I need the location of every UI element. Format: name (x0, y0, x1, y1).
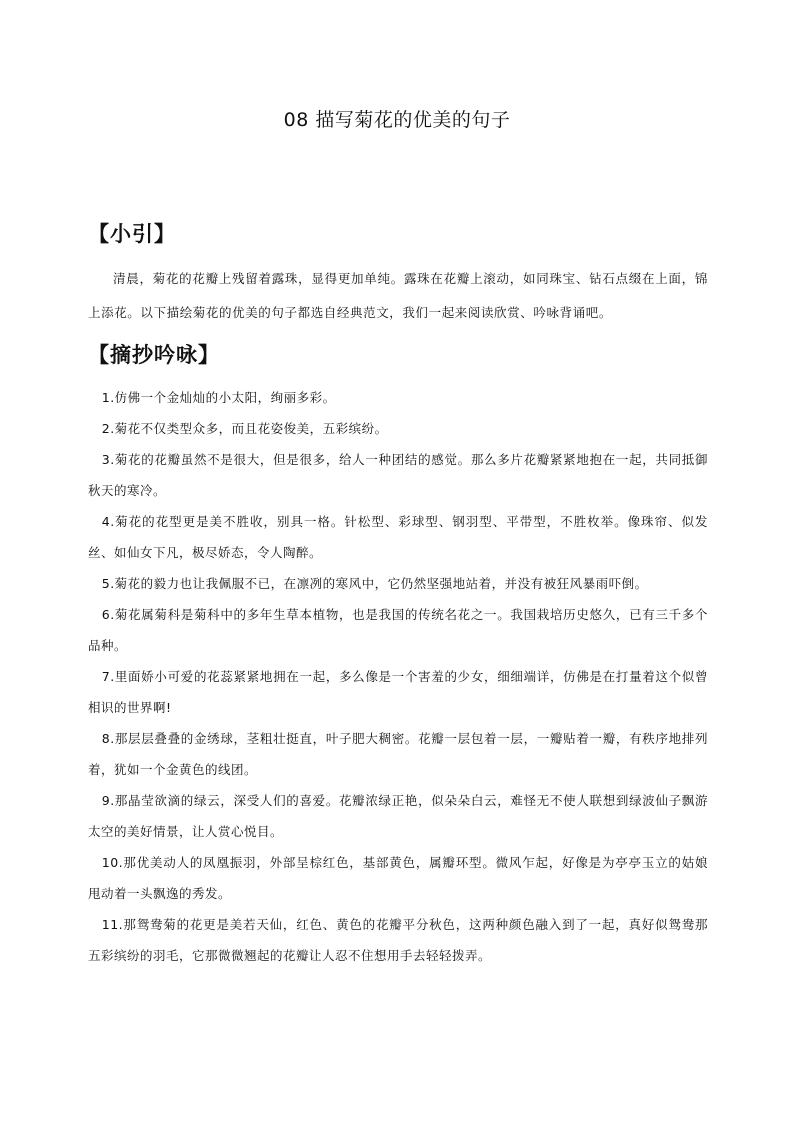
list-item: 4.菊花的花型更是美不胜收，别具一格。针松型、彩球型、钢羽型、平带型，不胜枚举。像珠帘、似发丝、如仙女下凡，极尽娇态，令人陶醉。 (88, 514, 708, 560)
intro-paragraph: 清晨，菊花的花瓣上残留着露珠，显得更加单纯。露珠在花瓣上滚动，如同珠宝、钻石点缀在上面，锦上添花。以下描绘菊花的优美的句子都选自经典范文，我们一起来阅读欣赏、吟咏背诵吧。 (88, 271, 708, 320)
list-item: 9.那晶莹欲滴的绿云，深受人们的喜爱。花瓣浓绿正艳，似朵朵白云，难怪无不使人联想到绿波仙子飘游太空的美好情景，让人赏心悦目。 (88, 793, 708, 839)
list-item: 8.那层层叠叠的金绣球，茎粗壮挺直，叶子肥大稠密。花瓣一层包着一层，一瓣贴着一瓣，有秩序地排列着，犹如一个金黄色的线团。 (88, 731, 708, 777)
list-item: 2.菊花不仅类型众多，而且花姿俊美，五彩缤纷。 (101, 421, 388, 436)
excerpt-list (88, 382, 708, 971)
list-item: 7.里面娇小可爱的花蕊紧紧地拥在一起，多么像是一个害羞的少女，细细端详，仿佛是在打量着这个似曾相识的世界啊! (88, 669, 708, 715)
page-title: 08 描写菊花的优美的句子 (283, 109, 511, 131)
section-heading-intro: 【小引】 (88, 222, 176, 246)
list-item: 5.菊花的毅力也让我佩服不已，在凛冽的寒风中，它仍然坚强地站着，并没有被狂风暴雨吓倒。 (101, 576, 648, 591)
list-item: 3.菊花的花瓣虽然不是很大，但是很多，给人一种团结的感觉。那么多片花瓣紧紧地抱在一起，共同抵御秋天的寒冷。 (88, 452, 708, 498)
list-item: 11.那鸳鸯菊的花更是美若天仙，红色、黄色的花瓣平分秋色，这两种颜色融入到了一起，真好似鸳鸯那五彩缤纷的羽毛，它那微微翘起的花瓣让人忍不住想用手去轻轻拨弄。 (88, 917, 708, 963)
list-item: 1.仿佛一个金灿灿的小太阳，绚丽多彩。 (101, 390, 336, 405)
list-item: 10.那优美动人的凤凰振羽，外部呈棕红色，基部黄色，属瓣环型。微风乍起，好像是为亭亭玉立的姑娘甩动着一头飘逸的秀发。 (88, 855, 708, 901)
section-heading-excerpts: 【摘抄吟咏】 (88, 343, 220, 367)
list-item: 6.菊花属菊科是菊科中的多年生草本植物，也是我国的传统名花之一。我国栽培历史悠久，已有三千多个品种。 (88, 607, 708, 653)
